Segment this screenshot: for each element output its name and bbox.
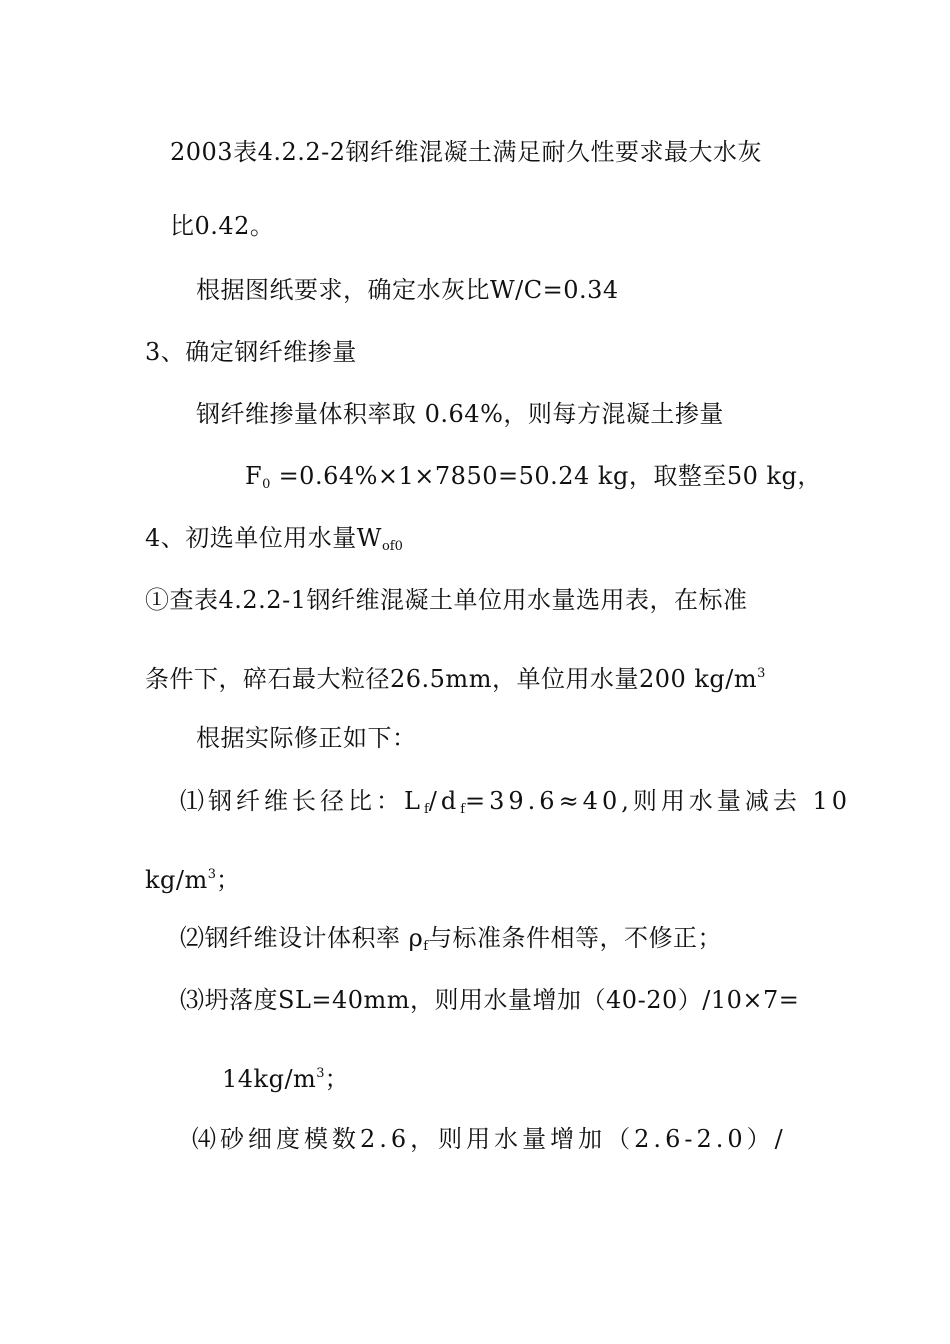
list-item-3: ⑶坍落度SL=40mm，则用水量增加（40-20）/10×7= xyxy=(180,986,800,1014)
text-line-5: 钢纤维掺量体积率取 0.64%，则每方混凝土掺量 xyxy=(196,400,724,428)
item-subscript-a: f xyxy=(423,802,429,817)
list-item-3-continuation xyxy=(222,1059,349,1094)
unit-superscript: 3 xyxy=(207,867,217,882)
formula-subscript: 0 xyxy=(262,477,271,492)
section-heading-3: 3、确定钢纤维掺量 xyxy=(145,338,357,366)
item-text-b: 与标准条件相等，不修正； xyxy=(428,924,723,952)
formula-body: =0.64%×1×7850=50.24 kg，取整至50 kg， xyxy=(270,462,822,490)
text-line-3: 根据图纸要求，确定水灰比W/C=0.34 xyxy=(196,276,619,304)
unit-punctuation: ； xyxy=(216,866,241,894)
unit-punctuation: ； xyxy=(324,1065,350,1093)
text-line-1: 2003表4.2.2-2钢纤维混凝土满足耐久性要求最大水灰 xyxy=(170,138,763,166)
heading-subscript: of0 xyxy=(381,539,403,554)
item-subscript-b: f xyxy=(460,802,466,817)
formula-line-fiber-dosage xyxy=(245,461,822,500)
list-item-1-continuation xyxy=(145,860,241,895)
formula-symbol: F xyxy=(245,462,263,490)
text-line-9 xyxy=(145,659,765,694)
text-body: 条件下，碎石最大粒径26.5mm，单位用水量200 kg/m xyxy=(145,665,758,693)
item-subscript: f xyxy=(423,939,429,954)
item-text-c: =39.6≈40,则用水量减去 10 xyxy=(465,787,852,815)
item-text-a: ⑴钢纤维长径比：L xyxy=(180,787,424,815)
list-item-2 xyxy=(180,923,722,962)
unit-text: kg/m xyxy=(145,866,208,894)
item-text-b: /d xyxy=(428,787,461,815)
text-superscript: 3 xyxy=(757,666,766,681)
list-item-1 xyxy=(180,786,851,825)
unit-superscript: 3 xyxy=(316,1066,325,1081)
item-text-a: ⑵钢纤维设计体积率 ρ xyxy=(180,924,424,952)
text-line-10: 根据实际修正如下： xyxy=(196,724,417,752)
text-line-8: ①查表4.2.2-1钢纤维混凝土单位用水量选用表，在标准 xyxy=(145,586,748,614)
list-item-4: ⑷砂细度模数2.6，则用水量增加（2.6-2.0）/ xyxy=(192,1125,787,1153)
section-heading-4 xyxy=(145,523,403,562)
text-line-2: 比0.42。 xyxy=(170,212,275,240)
unit-text: 14kg/m xyxy=(222,1065,317,1093)
heading-text: 4、初选单位用水量W xyxy=(145,524,382,552)
